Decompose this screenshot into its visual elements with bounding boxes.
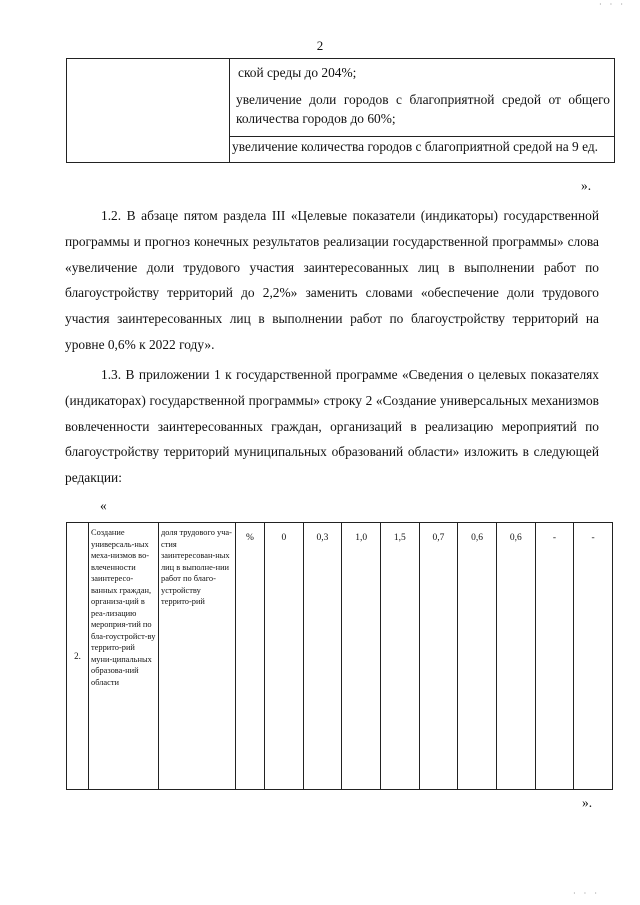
value-cell — [380, 523, 419, 790]
value: 1,5 — [393, 533, 406, 543]
empty-left-cell — [67, 59, 230, 163]
value-cell — [303, 523, 342, 790]
value: 0,6 — [509, 533, 522, 543]
paragraph-1-3 — [65, 362, 599, 491]
result-item: увеличение доли городов с благоприятной средой от общего количества городов до 60%; — [236, 92, 610, 126]
paragraph-1-3-text: 1.3. В приложении 1 к государственной программе «Сведения о целевых показателях (индикаторах) государственной программы» строку 2 «Создание универсальных механизмов вовлеченности заинтересованных граждан, организаций в реализацию мероприятий по благоустройству территорий муниципальных образований области» изложить в следующей редакции: — [65, 367, 599, 486]
opening-quote: « — [100, 498, 107, 513]
row-name-cell — [89, 523, 159, 790]
value: 1,0 — [355, 533, 368, 543]
value: 0 — [281, 533, 287, 543]
result-item: ской среды до 204%; — [238, 65, 357, 80]
value-cell — [458, 523, 497, 790]
unit: % — [246, 533, 254, 543]
scan-corner-mark: · · · — [573, 889, 600, 898]
value: 0,6 — [471, 533, 484, 543]
table-row — [67, 523, 613, 790]
indicator-name: доля трудового уча-стия заинтересован-ных лиц в выполне-нии работ по благо-устройству террито-рий — [161, 528, 232, 606]
value-cell — [574, 523, 613, 790]
indicator-cell — [159, 523, 236, 790]
scan-corner-mark: · · · — [599, 0, 626, 9]
value-cell — [265, 523, 304, 790]
page-number: 2 — [316, 38, 324, 53]
value: - — [591, 533, 595, 543]
value: 0,3 — [316, 533, 329, 543]
paragraph-1-2-text: 1.2. В абзаце пятом раздела III «Целевые показатели (индикаторы) государственной программы и прогноз конечных результатов реализации государственной программы» слова «увеличение доли трудового участия заинтересованных лиц в выполнении работ по благоустройству территорий до 2,2%» заменить словами «обеспечение доли трудового участия заинтересованных лиц в выполнении работ по благоустройству территорий на уровне 0,6% к 2022 году». — [65, 208, 599, 352]
closing-quote: ». — [582, 795, 593, 810]
value: - — [552, 533, 556, 543]
value: 0,7 — [432, 533, 445, 543]
value-cell — [419, 523, 458, 790]
indicators-continuation-table — [66, 58, 615, 163]
closing-quote: ». — [581, 178, 592, 193]
unit-cell — [236, 523, 265, 790]
results-cell — [230, 59, 615, 163]
value-cell — [535, 523, 574, 790]
result-item: увеличение количества городов с благоприятной средой на 9 ед. — [230, 136, 614, 162]
row-number: 2. — [67, 523, 89, 790]
paragraph-1-2 — [65, 203, 599, 358]
indicator-table — [66, 522, 613, 790]
row-name: Создание универсаль-ных меха-низмов во-влеченности заинтересо-ванных граждан, организа-ций в реа-лизацию мероприя-тий по бла-гоустройст-ву террито-рий муни-ципальных образова-ний области — [91, 528, 156, 687]
value-cell — [342, 523, 381, 790]
value-cell — [496, 523, 535, 790]
